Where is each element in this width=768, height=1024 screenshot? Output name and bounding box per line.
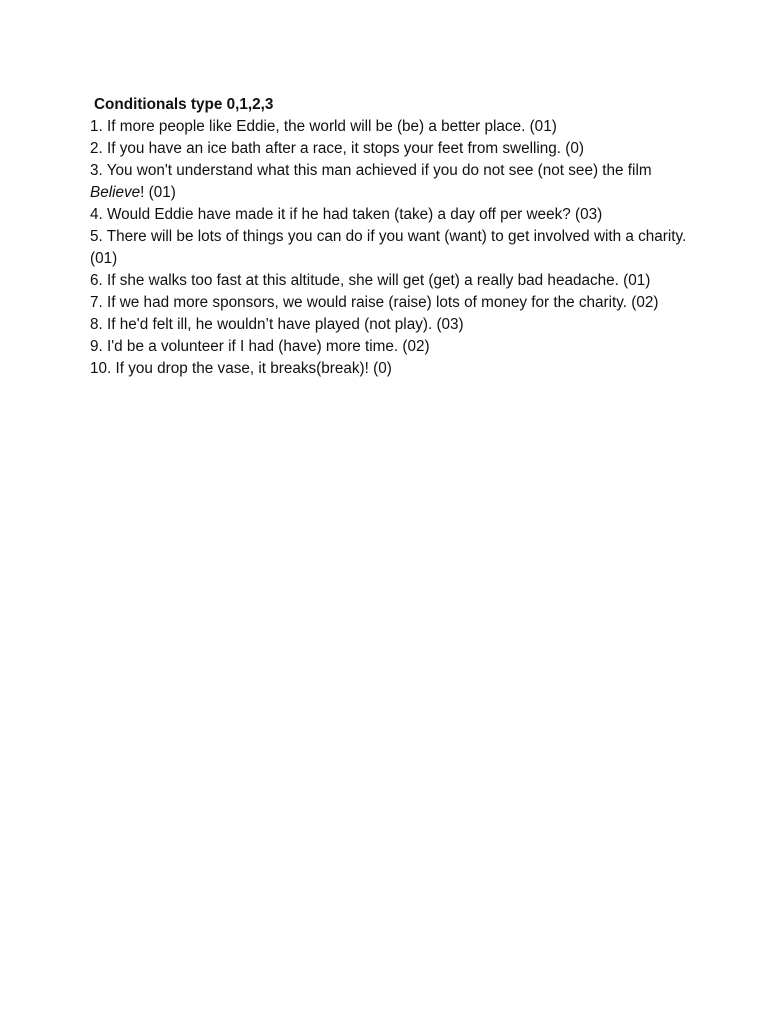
exercise-item-9: 9. I'd be a volunteer if I had (have) more time. (02)	[90, 338, 430, 355]
exercise-item-2: 2. If you have an ice bath after a race, it stops your feet from swelling. (0)	[90, 140, 584, 157]
exercise-item-5: 5. There will be lots of things you can do if you want (want) to get involved with a charity. (01)	[90, 228, 687, 267]
exercise-item-3	[90, 160, 690, 204]
exercise-item-10: 10. If you drop the vase, it breaks(break)! (0)	[90, 360, 392, 377]
exercise-item-1: 1. If more people like Eddie, the world will be (be) a better place. (01)	[90, 118, 557, 135]
film-title-italic: Believe	[90, 184, 141, 201]
exercise-item-3-text-start: 3. You won't understand what this man achieved if you do not see (not see) the film	[90, 162, 652, 179]
exercise-content	[90, 94, 690, 380]
exercise-item-7: 7. If we had more sponsors, we would raise (raise) lots of money for the charity. (02)	[90, 294, 659, 311]
document-title: Conditionals type 0,1,2,3	[94, 96, 274, 113]
exercise-item-4: 4. Would Eddie have made it if he had taken (take) a day off per week? (03)	[90, 206, 603, 223]
exercise-item-3-text-end: ! (01)	[140, 184, 176, 201]
exercise-item-6: 6. If she walks too fast at this altitude, she will get (get) a really bad headache. (01)	[90, 272, 651, 289]
exercise-item-8: 8. If he'd felt ill, he wouldn’t have played (not play). (03)	[90, 316, 464, 333]
